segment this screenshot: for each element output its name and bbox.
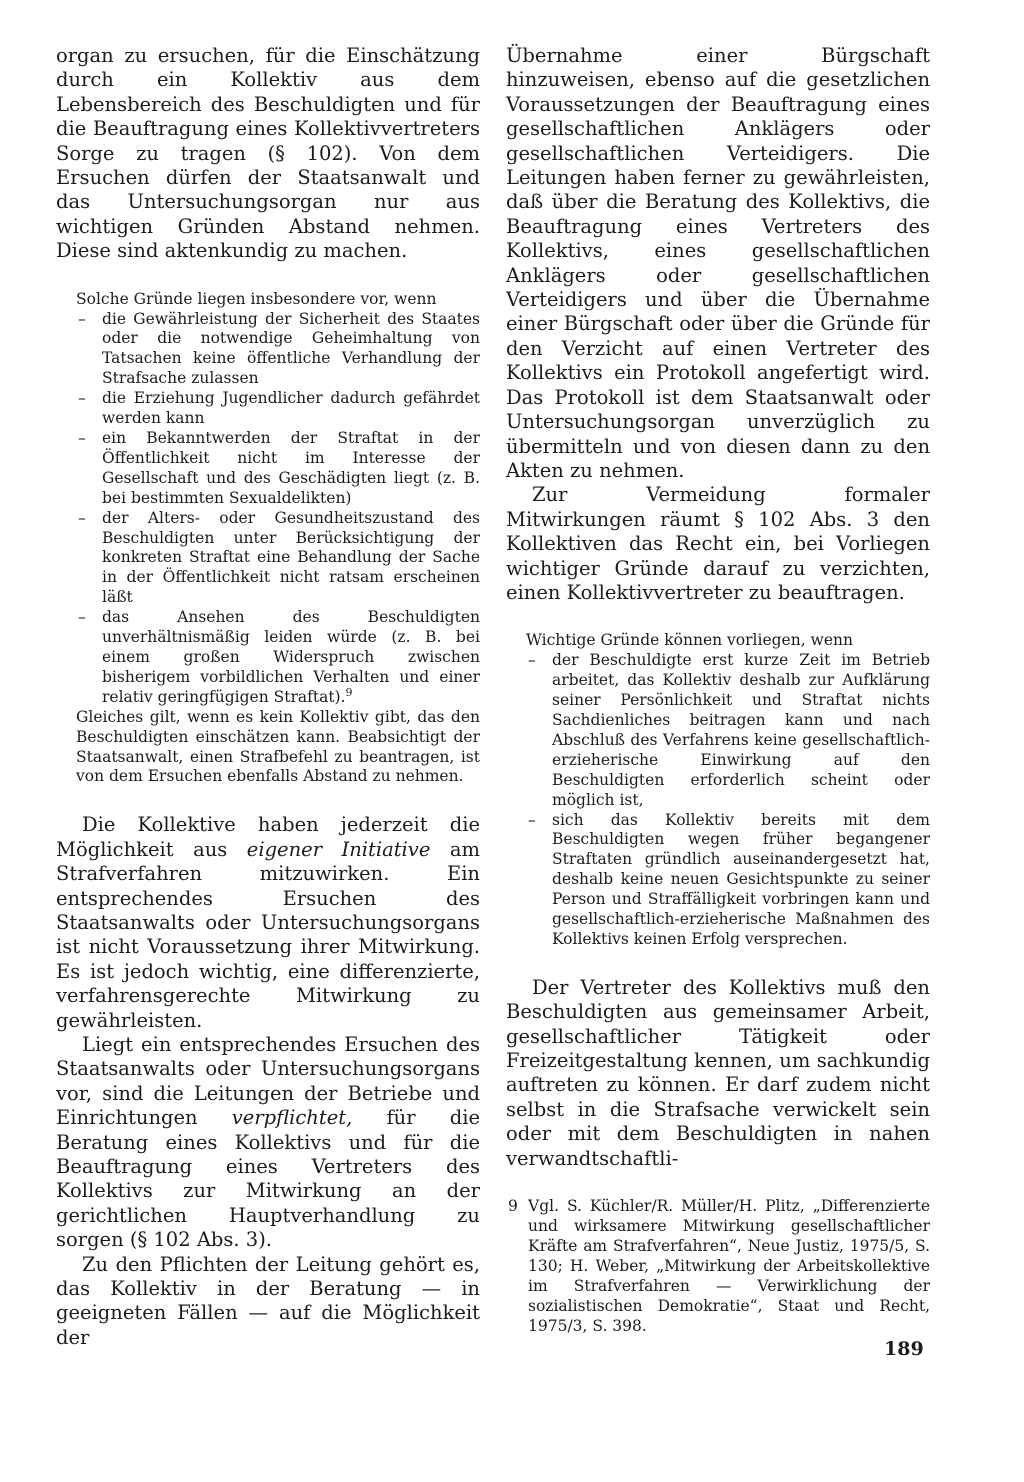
emphasis-text: verpflichtet,	[231, 1106, 353, 1130]
left-column	[56, 44, 480, 1350]
right-reasons-list	[526, 651, 930, 950]
left-indented-block	[56, 290, 480, 788]
right-paragraph-3: Der Vertreter des Kollektivs muß den Beschuldigten aus gemeinsamer Arbeit, gesellschaftlicher Tätigkeit oder Freizeitgestaltung kennen, um sachkundig auftreten zu können. Er darf zudem nicht selbst in die Strafsache verwickelt sein oder mit dem Beschuldigten in nahen verwandtschaftli-	[506, 975, 930, 1170]
emphasis-text: eigener Initiative	[246, 837, 431, 861]
right-paragraph-1: Übernahme einer Bürgschaft hinzuweisen, ebenso auf die gesetzlichen Voraussetzungen der Beauftragung eines gesellschaftlichen Anklägers oder gesellschaftlichen Verteidigers. Die Leitungen haben ferner zu gewährleisten, daß über die Beratung des Kollektivs, die Beauftragung eines Vertreters des Kollektivs, eines gesellschaftlichen Anklägers oder gesellschaftlichen Verteidigers und über die Übernahme einer Bürgschaft oder über die Gründe für den Verzicht auf einen Vertreter des Kollektivs ein Protokoll angefertigt wird. Das Protokoll ist dem Staatsanwalt oder Untersuchungsorgan unverzüglich zu übermitteln und von diesen dann zu den Akten zu nehmen.	[506, 44, 930, 482]
left-paragraph-3	[56, 1033, 480, 1253]
left-list-item: – die Gewährleistung der Sicherheit des Staates oder die notwendige Geheimhaltung von Tatsachen keine öffentliche Verhandlung der Strafsache zulassen	[76, 310, 480, 390]
text-run: für die Beratung eines Kollektivs und für die Beauftragung eines Vertreters des Kollektivs zur Mitwirkung an der gerichtlichen Hauptverhandlung zu sorgen (§ 102 Abs. 3).	[56, 1106, 480, 1252]
footnote-reference: 9	[345, 685, 353, 699]
text-run: am Strafverfahren mitzuwirken. Ein entsprechendes Ersuchen des Staatsanwalts oder Untersuchungsorgans ist nicht Voraussetzung ihrer Mitwirkung. Es ist jedoch wichtig, eine differenzierte, verfahrensgerechte Mitwirkung zu gewährleisten.	[56, 837, 480, 1032]
left-list-item-last	[76, 608, 480, 708]
left-list-item: – ein Bekanntwerden der Straftat in der Öffentlichkeit nicht im Interesse der Gesellschaft und des Geschädigten liegt (z. B. bei bestimmten Sexualdelikten)	[76, 429, 480, 509]
page-number: 189	[884, 1338, 924, 1360]
left-paragraph-1: organ zu ersuchen, für die Einschätzung durch ein Kollektiv aus dem Lebensbereich des Beschuldigten und für die Beauftragung eines Kollektivvertreters Sorge zu tragen (§ 102). Von dem Ersuchen dürfen der Staatsanwalt und das Untersuchungsorgan nur aus wichtigen Gründen Abstand nehmen. Diese sind aktenkundig zu machen.	[56, 44, 480, 263]
text-run: Liegt ein entsprechendes Ersuchen des Staatsanwalts oder Untersuchungsorgans vor, sind die Leitungen der Betriebe und Einrichtungen	[56, 1032, 480, 1130]
footnote	[506, 1197, 930, 1336]
right-paragraph-2: Zur Vermeidung formaler Mitwirkungen räumt § 102 Abs. 3 den Kollektiven das Recht ein, bei Vorliegen wichtiger Gründe darauf zu verzichten, einen Kollektivvertreter zu beauftragen.	[506, 483, 930, 604]
right-column	[506, 44, 930, 1336]
left-list-item: – die Erziehung Jugendlicher dadurch gefährdet werden kann	[76, 389, 480, 429]
right-indented-block	[506, 631, 930, 950]
right-block-intro: Wichtige Gründe können vorliegen, wenn	[526, 631, 853, 650]
left-paragraph-4: Zu den Pflichten der Leitung gehört es, das Kollektiv in der Beratung — in geeigneten Fällen — auf die Möglichkeit der	[56, 1252, 480, 1349]
footnote-text: Vgl. S. Küchler/R. Müller/H. Plitz, „Differenzierte und wirksamere Mitwirkung gesellschaftlicher Kräfte am Strafverfahren“, Neue Justiz, 1975/5, S. 130; H. Weber, „Mitwirkung der Arbeitskollektive im Strafverfahren — Verwirklichung der sozialistischen Demokratie“, Staat und Recht, 1975/3, S. 398.	[528, 1197, 930, 1335]
right-list-item: – der Beschuldigte erst kurze Zeit im Betrieb arbeitet, das Kollektiv deshalb zur Aufklärung seiner Persönlichkeit und Straftat nichts Sachdienliches beitragen kann und nach Abschluß des Verfahrens keine gesellschaftlich-erzieherische Einwirkung auf den Beschuldigten erforderlich scheint oder möglich ist,	[526, 651, 930, 810]
right-list-item: – sich das Kollektiv bereits mit dem Beschuldigten wegen früher begangener Straftaten gründlich auseinandergesetzt hat, deshalb keine neuen Gesichtspunkte zu seiner Person und Straffälligkeit vorbringen kann und gesellschaftlich-erzieherische Maßnahmen des Kollektivs keinen Erfolg versprechen.	[526, 811, 930, 950]
left-reasons-list	[76, 310, 480, 708]
left-block-outro: Gleiches gilt, wenn es kein Kollektiv gibt, das den Beschuldigten einschätzen kann. Beabsichtigt der Staatsanwalt, einen Strafbefehl zu beantragen, ist von dem Ersuchen ebenfalls Abstand zu nehmen.	[76, 707, 480, 786]
footnote-number: 9	[508, 1197, 518, 1216]
text-run: Die Kollektive haben jederzeit die Möglichkeit aus	[56, 813, 480, 861]
left-list-item-text: das Ansehen des Beschuldigten unverhältnismäßig leiden würde (z. B. bei einem großen Widerspruch zwischen bisherigem vorbildlichen Verhalten und einer relativ geringfügigen Straftat).	[102, 608, 480, 706]
left-paragraph-2	[56, 813, 480, 1033]
left-list-item: – der Alters- oder Gesundheitszustand des Beschuldigten unter Berücksichtigung der konkreten Straftat eine Behandlung der Sache in der Öffentlichkeit nicht ratsam erscheinen läßt	[76, 509, 480, 609]
left-block-intro: Solche Gründe liegen insbesondere vor, wenn	[76, 289, 437, 308]
